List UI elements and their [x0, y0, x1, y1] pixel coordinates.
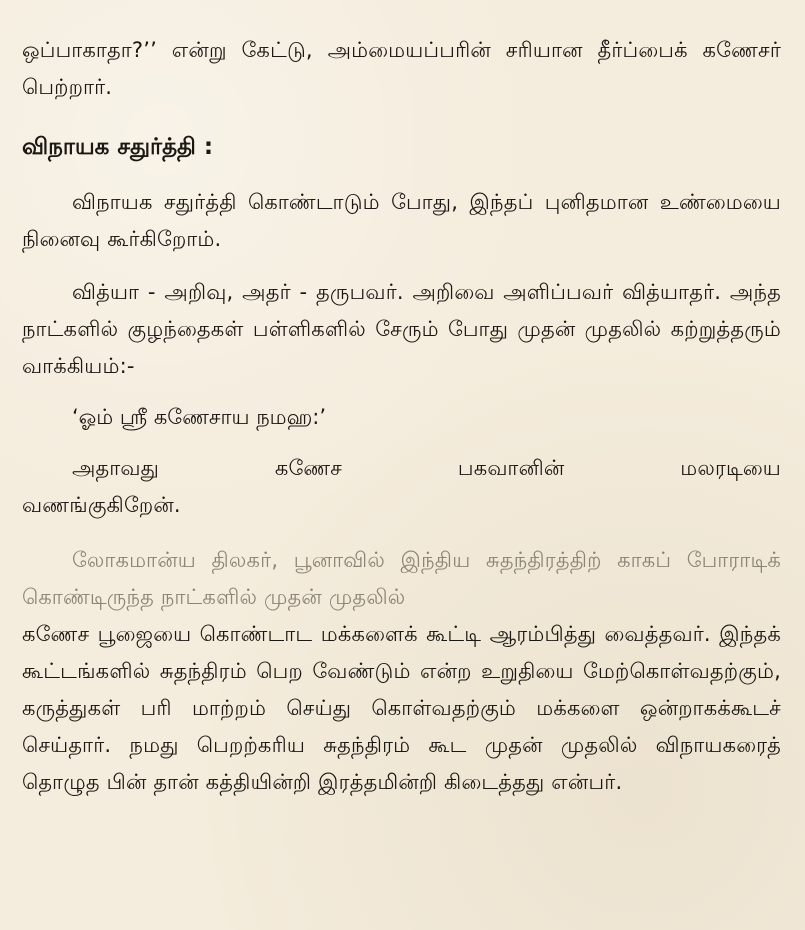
- paragraph-celebration: விநாயக சதுர்த்தி கொண்டாடும் போது, இந்தப் புனிதமான உண்மையை நினைவு கூர்கிறோம்.: [22, 190, 781, 251]
- paragraph-meaning: [22, 450, 781, 524]
- paragraph-tilak-body: கணேச பூஜையை கொண்டாட மக்களைக் கூட்டி ஆரம்பித்து வைத்தவர். இந்தக் கூட்டங்களில் சுதந்திரம் பெற வேண்டும் என்ற உறுதியை மேற்கொள்வதற்கும், கருத்துகள் பரி மாற்றம் செய்து கொள்வதற்கும் மக்களை ஒன்றாகக்கூடச் செய்தார். நமது பெறற்கரிய சுதந்திரம் கூட முதன் முதலில் விநாயகரைத் தொழுத பின் தான் கத்தியின்றி இரத்தமின்றி கிடைத்தது என்பர்.: [22, 622, 781, 794]
- mantra-line: ‘ஓம் ஸ்ரீ கணேசாய நமஹ:’: [72, 405, 327, 429]
- paragraph-meaning-line-1: அதாவது கணேச பகவானின் மலரடியை: [72, 456, 781, 480]
- section-heading: விநாயக சதுர்த்தி :: [22, 134, 214, 160]
- paragraph-tilak-faded: லோகமான்ய திலகர், பூனாவில் இந்திய சுதந்திரத்திற் காகப் போராடிக் கொண்டிருந்த நாட்களில் முதன் முதலில்: [22, 548, 781, 609]
- opening-paragraph: ஒப்பாகாதா?’’ என்று கேட்டு, அம்மையப்பரின் சரியான தீர்ப்பைக் கணேசர் பெற்றார்.: [22, 38, 781, 99]
- paragraph-vidyadhar: வித்யா - அறிவு, அதர் - தருபவர். அறிவை அளிப்பவர் வித்யாதர். அந்த நாட்களில் குழந்தைகள் பள்ளிகளில் சேரும் போது முதன் முதலில் கற்றுத்தரும் வாக்கியம்:-: [22, 280, 781, 378]
- paragraph-meaning-line-2: வணங்குகிறேன்.: [22, 493, 181, 517]
